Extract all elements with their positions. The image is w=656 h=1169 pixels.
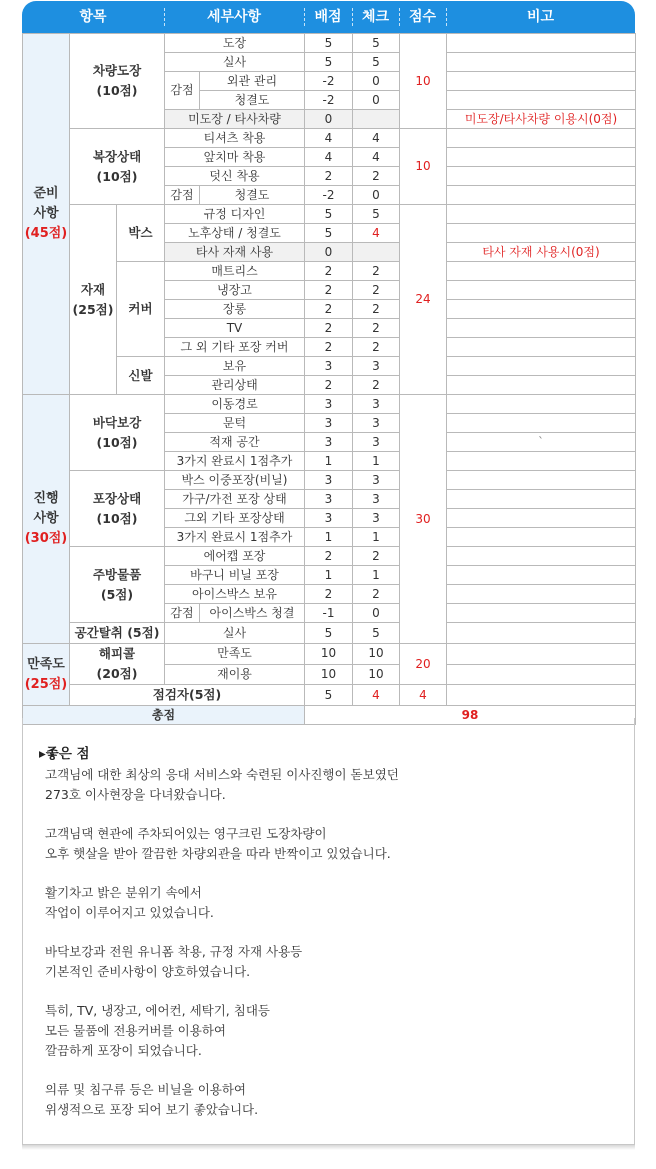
comment-paragraph bbox=[45, 1080, 399, 1120]
note-cell bbox=[447, 34, 636, 53]
note-cell bbox=[447, 509, 636, 528]
points-cell: 1 bbox=[305, 452, 353, 471]
points-cell: 1 bbox=[305, 528, 353, 547]
check-cell: 0 bbox=[353, 91, 400, 110]
note-cell: 타사 자재 사용시(0점) bbox=[447, 243, 636, 262]
detail-cell: 그외 기타 포장상태 bbox=[165, 509, 305, 528]
section-vehicle-name: 차량도장 bbox=[92, 63, 142, 78]
table-row bbox=[23, 34, 636, 53]
check-cell: 2 bbox=[353, 376, 400, 395]
points-cell: 10 bbox=[305, 664, 353, 685]
group-satisfaction-name: 만족도 bbox=[27, 656, 65, 672]
section-material bbox=[70, 205, 117, 395]
group-satisfaction-points: (25점) bbox=[24, 676, 68, 692]
table-row bbox=[23, 129, 636, 148]
note-cell bbox=[447, 224, 636, 243]
comment-body bbox=[45, 765, 399, 1139]
section-happycall bbox=[70, 644, 165, 685]
check-cell: 10 bbox=[353, 664, 400, 685]
note-cell bbox=[447, 72, 636, 91]
score-vehicle: 10 bbox=[400, 34, 447, 129]
points-cell: 2 bbox=[305, 547, 353, 566]
section-vehicle-points: (10점) bbox=[96, 83, 138, 98]
deduct-label: 감점 bbox=[165, 72, 200, 110]
check-cell: 2 bbox=[353, 547, 400, 566]
total-label: 총점 bbox=[23, 706, 305, 725]
check-cell: 5 bbox=[353, 623, 400, 644]
detail-cell: 타사 자재 사용 bbox=[165, 243, 305, 262]
check-cell: 2 bbox=[353, 167, 400, 186]
detail-cell: 외관 관리 bbox=[200, 72, 305, 91]
score-outfit: 10 bbox=[400, 129, 447, 205]
group-preparation bbox=[23, 34, 70, 395]
note-cell bbox=[447, 205, 636, 224]
note-cell bbox=[447, 167, 636, 186]
points-cell: 5 bbox=[305, 685, 353, 706]
detail-cell: 박스 이중포장(비닐) bbox=[165, 471, 305, 490]
section-outfit-points: (10점) bbox=[96, 168, 138, 184]
points-cell: -1 bbox=[305, 604, 353, 623]
note-cell bbox=[447, 566, 636, 585]
note-cell bbox=[447, 148, 636, 167]
score-inspector: 4 bbox=[400, 685, 447, 706]
comment-paragraph bbox=[45, 942, 399, 982]
evaluation-table bbox=[22, 33, 636, 725]
points-cell: 5 bbox=[305, 205, 353, 224]
note-cell bbox=[447, 471, 636, 490]
detail-cell: 청결도 bbox=[200, 186, 305, 205]
score-happycall: 20 bbox=[400, 644, 447, 685]
section-floor-name: 바닥보강 bbox=[92, 414, 142, 430]
detail-cell: 미도장 / 타사차량 bbox=[165, 110, 305, 129]
table-row bbox=[23, 623, 636, 644]
detail-cell: 아이스박스 청결 bbox=[200, 604, 305, 623]
comment-line: 고객님에 대한 최상의 응대 서비스와 숙련된 이사진행이 돋보였던 bbox=[45, 767, 399, 782]
header-item: 항목 bbox=[79, 9, 107, 25]
check-cell: 0 bbox=[353, 186, 400, 205]
comment-paragraph bbox=[45, 1001, 399, 1061]
group-preparation-points: (45점) bbox=[24, 226, 68, 241]
points-cell: 2 bbox=[305, 319, 353, 338]
check-cell: 2 bbox=[353, 338, 400, 357]
detail-cell: 재이용 bbox=[165, 664, 305, 685]
note-cell bbox=[447, 452, 636, 471]
detail-cell: 노후상태 / 청결도 bbox=[165, 224, 305, 243]
check-cell: 1 bbox=[353, 452, 400, 471]
deduct-label: 감점 bbox=[165, 186, 200, 205]
table-row bbox=[23, 395, 636, 414]
note-cell bbox=[447, 395, 636, 414]
detail-cell: 덧신 착용 bbox=[165, 167, 305, 186]
header-points: 배점 bbox=[314, 9, 342, 25]
points-cell: -2 bbox=[305, 72, 353, 91]
header-note: 비고 bbox=[526, 9, 555, 25]
note-cell: 미도장/타사차량 이용시(0점) bbox=[447, 110, 636, 129]
group-progress-name: 진행 사항 bbox=[33, 491, 59, 526]
detail-cell: 그 외 기타 포장 커버 bbox=[165, 338, 305, 357]
check-cell bbox=[353, 110, 400, 129]
section-material-points: (25점) bbox=[72, 301, 114, 317]
points-cell: 2 bbox=[305, 338, 353, 357]
comment-line: 의류 및 침구류 등은 비닐을 이용하여 bbox=[45, 1082, 246, 1097]
table-row bbox=[23, 644, 636, 665]
check-cell: 2 bbox=[353, 319, 400, 338]
detail-cell: TV bbox=[165, 319, 305, 338]
check-cell: 2 bbox=[353, 300, 400, 319]
note-cell bbox=[447, 585, 636, 604]
note-cell bbox=[447, 357, 636, 376]
group-satisfaction bbox=[23, 644, 70, 706]
points-cell: 3 bbox=[305, 433, 353, 452]
section-kitchen bbox=[70, 547, 165, 623]
note-cell bbox=[447, 91, 636, 110]
table-row bbox=[23, 471, 636, 490]
material-shoe: 신발 bbox=[117, 357, 165, 395]
section-material-name: 자재 bbox=[80, 281, 106, 297]
section-floor-points: (10점) bbox=[96, 434, 138, 450]
check-cell: 1 bbox=[353, 528, 400, 547]
points-cell: 3 bbox=[305, 357, 353, 376]
group-preparation-name: 준비 사항 bbox=[33, 186, 59, 221]
check-cell: 4 bbox=[353, 129, 400, 148]
points-cell: 5 bbox=[305, 53, 353, 72]
comment-line: 특히, TV, 냉장고, 에어컨, 세탁기, 침대등 bbox=[45, 1003, 270, 1018]
check-cell: 2 bbox=[353, 585, 400, 604]
check-cell: 4 bbox=[353, 685, 400, 706]
total-value: 98 bbox=[305, 706, 636, 725]
points-cell: 1 bbox=[305, 566, 353, 585]
detail-cell: 만족도 bbox=[165, 644, 305, 665]
check-cell: 4 bbox=[353, 148, 400, 167]
note-cell bbox=[447, 129, 636, 148]
check-cell: 3 bbox=[353, 414, 400, 433]
note-cell bbox=[447, 186, 636, 205]
detail-cell: 적재 공간 bbox=[165, 433, 305, 452]
comment-line: 바닥보강과 전원 유니폼 착용, 규정 자재 사용등 bbox=[45, 944, 303, 959]
check-cell: 5 bbox=[353, 34, 400, 53]
note-cell bbox=[447, 490, 636, 509]
detail-cell: 3가지 완료시 1점추가 bbox=[165, 452, 305, 471]
note-cell bbox=[447, 528, 636, 547]
points-cell: 5 bbox=[305, 623, 353, 644]
score-progress: 30 bbox=[400, 395, 447, 644]
points-cell: 2 bbox=[305, 585, 353, 604]
check-cell: 3 bbox=[353, 357, 400, 376]
section-happycall-points: (20점) bbox=[96, 666, 138, 681]
table-row bbox=[23, 205, 636, 224]
points-cell: 2 bbox=[305, 376, 353, 395]
section-vehicle bbox=[70, 34, 165, 129]
check-cell: 2 bbox=[353, 262, 400, 281]
note-cell bbox=[447, 664, 636, 685]
material-cover: 커버 bbox=[117, 262, 165, 357]
detail-cell: 도장 bbox=[165, 34, 305, 53]
group-progress bbox=[23, 395, 70, 644]
table-row bbox=[23, 547, 636, 566]
comment-line: 작업이 이루어지고 있었습니다. bbox=[45, 905, 214, 920]
material-box: 박스 bbox=[117, 205, 165, 262]
points-cell: 5 bbox=[305, 224, 353, 243]
comment-line: 활기차고 밝은 분위기 속에서 bbox=[45, 885, 202, 900]
section-outfit-name: 복장상태 bbox=[92, 148, 142, 164]
bottom-shadow bbox=[22, 1145, 635, 1150]
section-pack-name: 포장상태 bbox=[92, 490, 142, 506]
note-cell bbox=[447, 414, 636, 433]
detail-cell: 관리상태 bbox=[165, 376, 305, 395]
check-cell: 5 bbox=[353, 53, 400, 72]
note-cell bbox=[447, 338, 636, 357]
group-progress-points: (30점) bbox=[24, 531, 68, 546]
comment-title: ▸좋은 점 bbox=[39, 746, 90, 762]
note-cell bbox=[447, 281, 636, 300]
detail-cell: 에어캡 포장 bbox=[165, 547, 305, 566]
note-cell bbox=[447, 547, 636, 566]
detail-cell: 가구/가전 포장 상태 bbox=[165, 490, 305, 509]
check-cell: 3 bbox=[353, 471, 400, 490]
check-cell: 3 bbox=[353, 509, 400, 528]
section-space: 공간탈취 (5점) bbox=[70, 623, 165, 644]
check-cell: 2 bbox=[353, 281, 400, 300]
points-cell: 2 bbox=[305, 281, 353, 300]
points-cell: 4 bbox=[305, 148, 353, 167]
points-cell: 3 bbox=[305, 414, 353, 433]
note-cell bbox=[447, 300, 636, 319]
check-cell: 10 bbox=[353, 644, 400, 665]
points-cell: 3 bbox=[305, 471, 353, 490]
check-cell: 3 bbox=[353, 490, 400, 509]
points-cell: 3 bbox=[305, 490, 353, 509]
section-happycall-name: 해피콜 bbox=[98, 646, 136, 661]
points-cell: -2 bbox=[305, 91, 353, 110]
points-cell: 2 bbox=[305, 300, 353, 319]
note-cell bbox=[447, 623, 636, 644]
points-cell: 10 bbox=[305, 644, 353, 665]
points-cell: 3 bbox=[305, 395, 353, 414]
comment-paragraph bbox=[45, 824, 399, 864]
comment-line: 고객님댁 현관에 주차되어있는 영구크린 도장차량이 bbox=[45, 826, 327, 841]
section-floor bbox=[70, 395, 165, 471]
check-cell: 3 bbox=[353, 395, 400, 414]
points-cell: 0 bbox=[305, 243, 353, 262]
deduct-label: 감점 bbox=[165, 604, 200, 623]
section-outfit bbox=[70, 129, 165, 205]
header-score: 점수 bbox=[408, 9, 437, 25]
comment-paragraph bbox=[45, 883, 399, 923]
comment-box bbox=[22, 718, 635, 1145]
detail-cell: 냉장고 bbox=[165, 281, 305, 300]
header-detail: 세부사항 bbox=[206, 9, 262, 25]
comment-paragraph bbox=[45, 765, 399, 805]
check-cell: 0 bbox=[353, 72, 400, 91]
check-cell: 3 bbox=[353, 433, 400, 452]
comment-line: 오후 햇살을 받아 깔끔한 차량외관을 따라 반짝이고 있었습니다. bbox=[45, 846, 391, 861]
comment-line: 기본적인 준비사항이 양호하였습니다. bbox=[45, 964, 251, 979]
points-cell: 4 bbox=[305, 129, 353, 148]
detail-cell: 3가지 완료시 1점추가 bbox=[165, 528, 305, 547]
detail-cell: 티셔츠 착용 bbox=[165, 129, 305, 148]
points-cell: 2 bbox=[305, 262, 353, 281]
comment-line: 273호 이사현장을 다녀왔습니다. bbox=[45, 787, 226, 802]
detail-cell: 장롱 bbox=[165, 300, 305, 319]
note-cell bbox=[447, 644, 636, 665]
note-cell bbox=[447, 376, 636, 395]
score-material: 24 bbox=[400, 205, 447, 395]
detail-cell: 이동경로 bbox=[165, 395, 305, 414]
detail-cell: 청결도 bbox=[200, 91, 305, 110]
points-cell: 2 bbox=[305, 167, 353, 186]
detail-cell: 아이스박스 보유 bbox=[165, 585, 305, 604]
note-cell bbox=[447, 262, 636, 281]
detail-cell: 바구니 비닐 포장 bbox=[165, 566, 305, 585]
comment-line: 깔끔하게 포장이 되었습니다. bbox=[45, 1043, 202, 1058]
check-cell: 1 bbox=[353, 566, 400, 585]
header-check: 체크 bbox=[361, 9, 390, 25]
comment-line: 위생적으로 포장 되어 보기 좋았습니다. bbox=[45, 1102, 259, 1117]
section-pack bbox=[70, 471, 165, 547]
points-cell: -2 bbox=[305, 186, 353, 205]
note-cell: ` bbox=[447, 433, 636, 452]
detail-cell: 앞치마 착용 bbox=[165, 148, 305, 167]
detail-cell: 실사 bbox=[165, 53, 305, 72]
detail-cell: 문턱 bbox=[165, 414, 305, 433]
check-cell bbox=[353, 243, 400, 262]
points-cell: 0 bbox=[305, 110, 353, 129]
check-cell: 5 bbox=[353, 205, 400, 224]
section-inspector: 점검자(5점) bbox=[70, 685, 305, 706]
detail-cell: 실사 bbox=[165, 623, 305, 644]
detail-cell: 보유 bbox=[165, 357, 305, 376]
table-row bbox=[23, 685, 636, 706]
note-cell bbox=[447, 319, 636, 338]
check-cell: 4 bbox=[353, 224, 400, 243]
points-cell: 5 bbox=[305, 34, 353, 53]
detail-cell: 매트리스 bbox=[165, 262, 305, 281]
detail-cell: 규정 디자인 bbox=[165, 205, 305, 224]
section-kitchen-points: (5점) bbox=[100, 586, 134, 602]
note-cell bbox=[447, 604, 636, 623]
section-pack-points: (10점) bbox=[96, 510, 138, 526]
check-cell: 0 bbox=[353, 604, 400, 623]
points-cell: 3 bbox=[305, 509, 353, 528]
section-kitchen-name: 주방물품 bbox=[92, 566, 142, 582]
comment-line: 모든 물품에 전용커버를 이용하여 bbox=[45, 1023, 226, 1038]
table-header bbox=[22, 1, 635, 33]
note-cell bbox=[447, 685, 636, 706]
note-cell bbox=[447, 53, 636, 72]
